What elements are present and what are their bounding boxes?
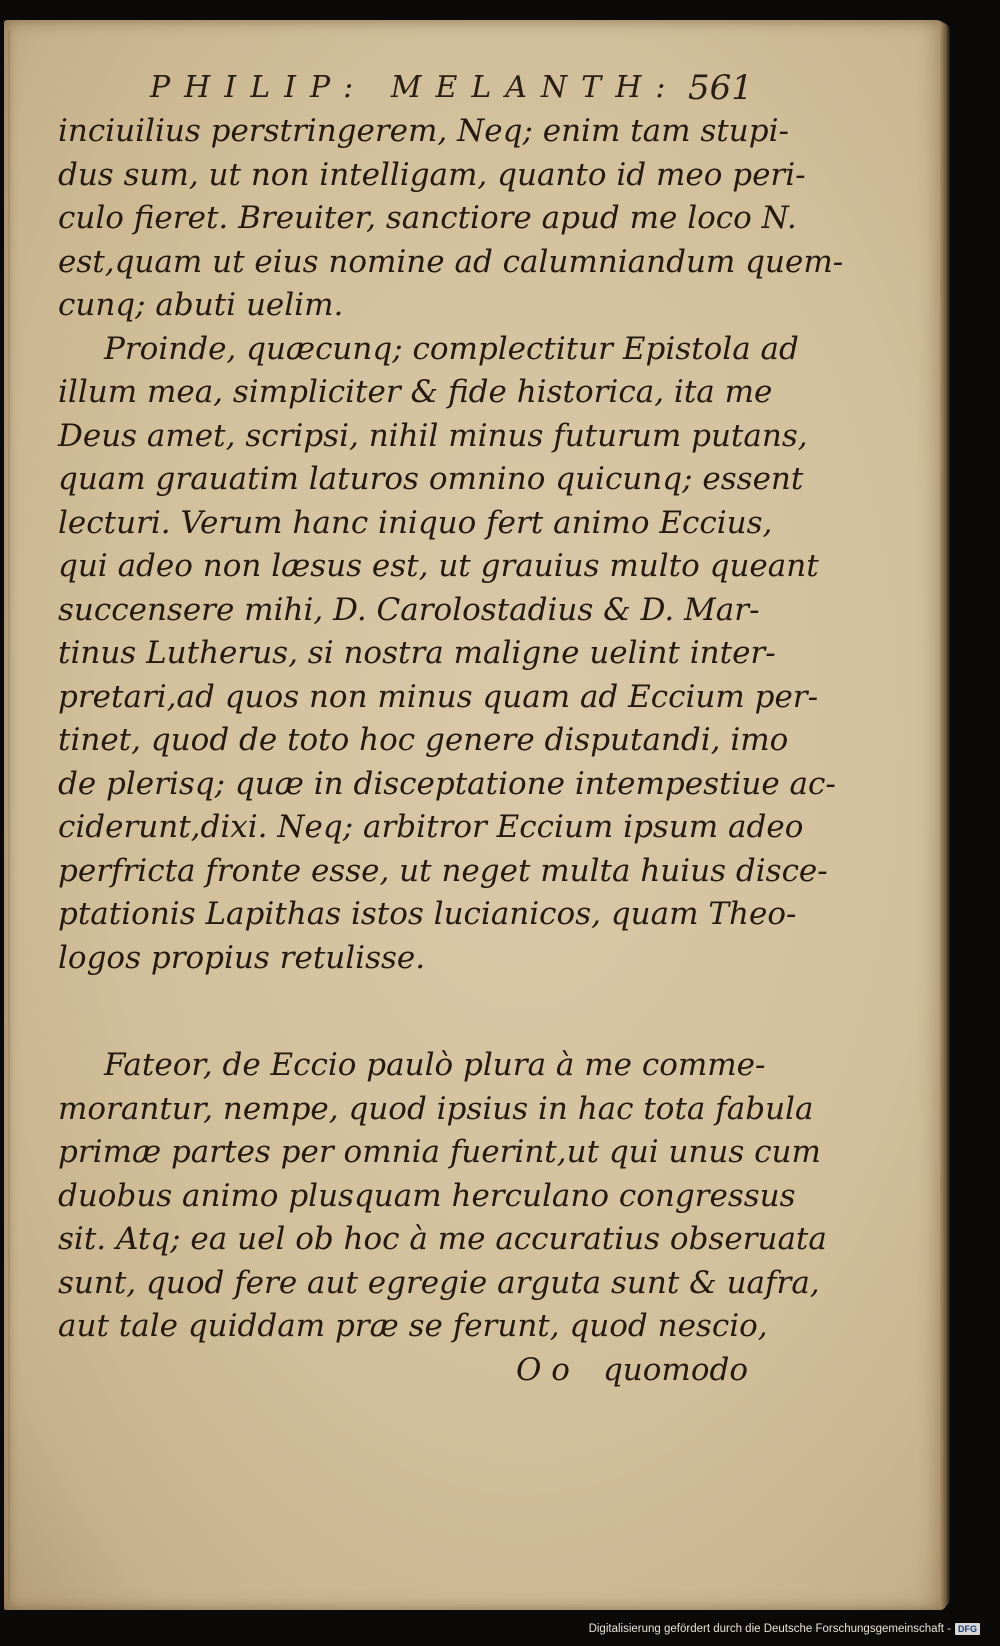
text-line: quam grauatim laturos omnino quicunq; essent <box>58 461 804 497</box>
text-line: primæ partes per omnia fuerint,ut qui unus cum <box>58 1134 821 1170</box>
text-line: perfricta fronte esse, ut neget multa huius disce- <box>58 852 828 889</box>
text-line: inciuilius perstringerem, Neq; enim tam stupi- <box>58 113 789 149</box>
text-line: succensere mihi, D. Carolostadius & D. Mar- <box>58 591 760 628</box>
digitization-credit <box>589 1620 980 1638</box>
running-head: PHILIP: MELANTH: <box>150 70 680 105</box>
body-text <box>58 110 844 1349</box>
text-line: est,quam ut eius nomine ad calumniandum quem- <box>58 243 844 280</box>
text-line: tinus Lutherus, si nostra maligne uelint inter- <box>58 635 776 671</box>
text-line: Fateor, de Eccio paulò plura à me comme- <box>104 1047 766 1083</box>
paragraph-gap <box>58 980 748 1044</box>
catchword-row <box>58 1352 748 1396</box>
text-line: de plerisq; quæ in disceptatione intempestiue ac- <box>58 765 836 802</box>
text-line: Proinde, quæcunq; complectitur Epistola ad <box>104 330 799 367</box>
credit-text: Digitalisierung gefördert durch die Deutsche Forschungsgemeinschaft - <box>588 1623 951 1635</box>
text-line: tinet, quod de toto hoc genere disputandi, imo <box>58 722 789 758</box>
text-line: dus sum, ut non intelligam, quanto id meo peri- <box>58 156 806 193</box>
text-line: aut tale quiddam præ se ferunt, quod nescio, <box>58 1308 768 1344</box>
dfg-logo: DFG <box>955 1623 980 1635</box>
text-line: cunq; abuti uelim. <box>58 287 344 323</box>
signature-mark: O o <box>516 1352 570 1388</box>
text-line: duobus animo plusquam herculano congressus <box>58 1177 796 1214</box>
text-line: illum mea, simpliciter & fide historica, ita me <box>58 374 773 410</box>
text-line: Deus amet, scripsi, nihil minus futurum putans, <box>58 417 808 454</box>
page-edge <box>940 22 950 1608</box>
page-number: 561 <box>688 68 753 108</box>
text-line: sit. Atq; ea uel ob hoc à me accuratius obseruata <box>58 1221 827 1257</box>
text-line: ciderunt,dixi. Neq; arbitror Eccium ipsum adeo <box>58 809 804 845</box>
gutter-shadow <box>8 30 10 1600</box>
text-line: culo fieret. Breuiter, sanctiore apud me loco N. <box>58 200 797 236</box>
text-line: lecturi. Verum hanc iniquo fert animo Eccius, <box>58 504 773 541</box>
text-line: pretari,ad quos non minus quam ad Eccium per- <box>58 678 819 715</box>
catchword: quomodo <box>602 1352 748 1388</box>
text-line: sunt, quod fere aut egregie arguta sunt & uafra, <box>58 1264 820 1301</box>
text-line: logos propius retulisse. <box>58 939 426 976</box>
text-line: ptationis Lapithas istos lucianicos, quam Theo- <box>58 896 797 932</box>
text-line: morantur, nempe, quod ipsius in hac tota fabula <box>58 1090 814 1127</box>
text-line: qui adeo non læsus est, ut grauius multo queant <box>58 548 819 584</box>
